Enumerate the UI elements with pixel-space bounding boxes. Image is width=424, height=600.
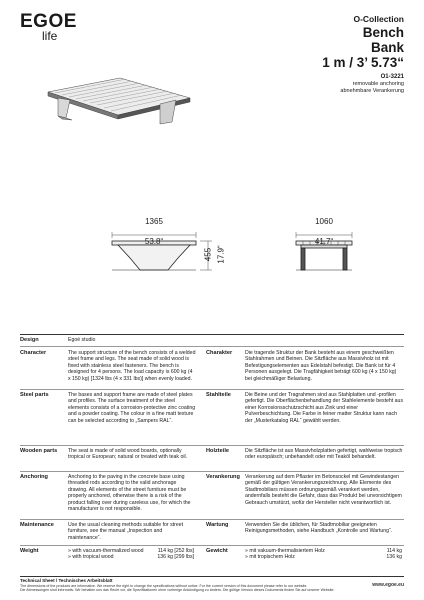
label-anchoring: Anchoring	[20, 474, 48, 480]
label-stahlteile: Stahlteile	[206, 392, 231, 398]
anchoring-en: removable anchoring	[352, 81, 404, 87]
text-steel-en: The bases and support frame are made of steel plates and profiles. The surface treatment of the steel elements consists of a corrosion-protective zinc coating and a powder coating. The colour in a fine matt texture can be selected according to „Sampers RAL“.	[68, 392, 196, 424]
weight-en-1: » with vacuum-thermalized wood	[68, 548, 144, 554]
row-divider	[20, 545, 404, 546]
table-bottom-divider	[20, 576, 404, 577]
length-in: 53.8“	[144, 237, 164, 246]
footer-title: Technical Sheet / Technisches Arbeitsblatt	[20, 578, 113, 583]
label-weight: Weight	[20, 548, 39, 554]
label-verankerung: Verankerung	[206, 474, 240, 480]
product-title-de: Bank	[370, 40, 404, 55]
footer-disclaimer-de: Die Abmessungen sind informativ. Wir behalten uns das Recht vor, die Spezifikationen ohne vorherige Ankündigung zu ändern. Die gültige Version dieses Dokuments finden Sie auf unserer Website.	[20, 588, 335, 593]
text-maintenance-en: Use the usual cleaning methods suitable for street furniture, see the manual „Inspection and maintenance“.	[68, 522, 184, 541]
product-title-en: Bench	[362, 25, 404, 40]
value-design: Egoé studio	[68, 337, 96, 343]
label-design: Design	[20, 337, 39, 343]
weight-en-2: » with tropical wood	[68, 554, 114, 561]
text-anchoring-de: Verankerung auf dem Pflaster im Betonsockel mit Gewindestangen gemäß der gültigen Verankerungszeichnung. Alle Elemente des Stadtmobiliars müssen ordnungsgemäß verankert werden, andernfalls besteht die Gefahr, dass das Produkt bei unvorsichtigem Gebrauch umstürzt, wofür der Hersteller nicht verantwortlich ist.	[245, 474, 402, 506]
bench-perspective-image	[48, 78, 190, 124]
label-holzteile: Holzteile	[206, 448, 230, 454]
footer-website-link[interactable]: www.egoe.eu	[372, 582, 404, 588]
length-mm: 1365	[145, 217, 163, 226]
weight-de-1: » mit vakuum-thermalisiertem Holz	[245, 548, 325, 554]
row-divider	[20, 389, 404, 390]
weight-en-2-value: 136 kg [299 lbs]	[157, 554, 194, 561]
weight-en-values	[138, 548, 194, 561]
text-wooden-de: Die Sitzfläche ist aus Massivholzplatten gefertigt, wahlweise tropisch oder europäisch; unbehandelt oder mit Teaköl behandelt.	[245, 448, 403, 461]
label-character: Character	[20, 350, 47, 356]
footer-disclaimer-en: The dimensions of the products are informative. We reserve the right to change the specifications without notice. For the current version of this document please refer to our website.	[20, 584, 308, 588]
label-charakter: Charakter	[206, 350, 233, 356]
label-gewicht: Gewicht	[206, 548, 228, 554]
text-anchoring-en: Anchoring to the paving in the concrete base using threaded rods according to the valid anchorage drawing. All elements of the street furniture must be properly anchored, otherwise there is a risk of the product falling over during careless use, for which the manufacturer is not responsible.	[68, 474, 191, 513]
weight-en-list	[68, 548, 144, 561]
weight-de-2-value: 136 kg	[386, 554, 402, 561]
weight-de-values	[350, 548, 402, 561]
table-top-divider	[20, 334, 404, 335]
text-character-de: Die tragende Struktur der Bank besteht aus einem geschweißten Stahlrahmen und Beinen. Die Sitzfläche aus Massivholz ist mit Befestigungselementen aus Edelstahl befestigt. Die Bank ist für 4 Personen ausgelegt. Die Tragfähigkeit beträgt 600 kg (4 x 150 kg) bei gleichmäßiger Belastung.	[245, 350, 397, 382]
label-wartung: Wartung	[206, 522, 229, 528]
brand-sub: life	[42, 29, 58, 43]
row-divider	[20, 471, 404, 472]
width-mm: 1060	[315, 217, 333, 226]
text-maintenance-de: Verwenden Sie die üblichen, für Stadtmobiliar geeigneten Reinigungsmethoden, siehe Handbuch „Kontrolle und Wartung“.	[245, 522, 393, 535]
height-mm: 455	[203, 247, 213, 262]
row-divider	[20, 346, 404, 347]
width-in: 41.7“	[314, 237, 334, 246]
text-wooden-en: The seat is made of solid wood boards, optionally tropical or European; natural or treated with teak oil.	[68, 448, 188, 461]
product-code: O1-3221	[380, 74, 404, 80]
row-divider	[20, 445, 404, 446]
collection-name: O-Collection	[353, 14, 404, 24]
weight-de-1-value: 114 kg	[386, 548, 402, 554]
label-wooden: Wooden parts	[20, 448, 58, 454]
footer	[20, 578, 404, 593]
label-steel: Steel parts	[20, 392, 49, 398]
text-character-en: The support structure of the bench consists of a welded steel frame and legs. The seat made of solid wood is fixed with stainless steel fasteners. The bench is designed for 4 persons. The load capacity is 600 kg (4 x 150 kg) [1324 lbs (4 x 331 lbs)] when evenly loaded.	[68, 350, 196, 382]
height-in: 17.9“	[216, 245, 226, 264]
anchoring-de: abnehmbare Verankerung	[340, 88, 404, 94]
row-divider	[20, 519, 404, 520]
label-maintenance: Maintenance	[20, 522, 54, 528]
brand-name: EGOE	[20, 11, 77, 32]
text-steel-de: Die Beine und der Tragrahmen sind aus Stahlplatten und -profilen gefertigt. Die Oberflächenbehandlung der Stahlelemente besteht aus einer Korrosionsschutzschicht aus Zink und einer Pulverbeschichtung. Die Farbe in feiner matter Struktur kann nach der „Musterkatalog RAL“ gewählt werden.	[245, 392, 404, 424]
weight-en-1-value: 114 kg [252 lbs]	[157, 548, 194, 554]
weight-de-list	[245, 548, 325, 561]
weight-de-2: » mit tropischem Holz	[245, 554, 295, 561]
product-size: 1 m / 3’ 5.73“	[322, 55, 404, 70]
